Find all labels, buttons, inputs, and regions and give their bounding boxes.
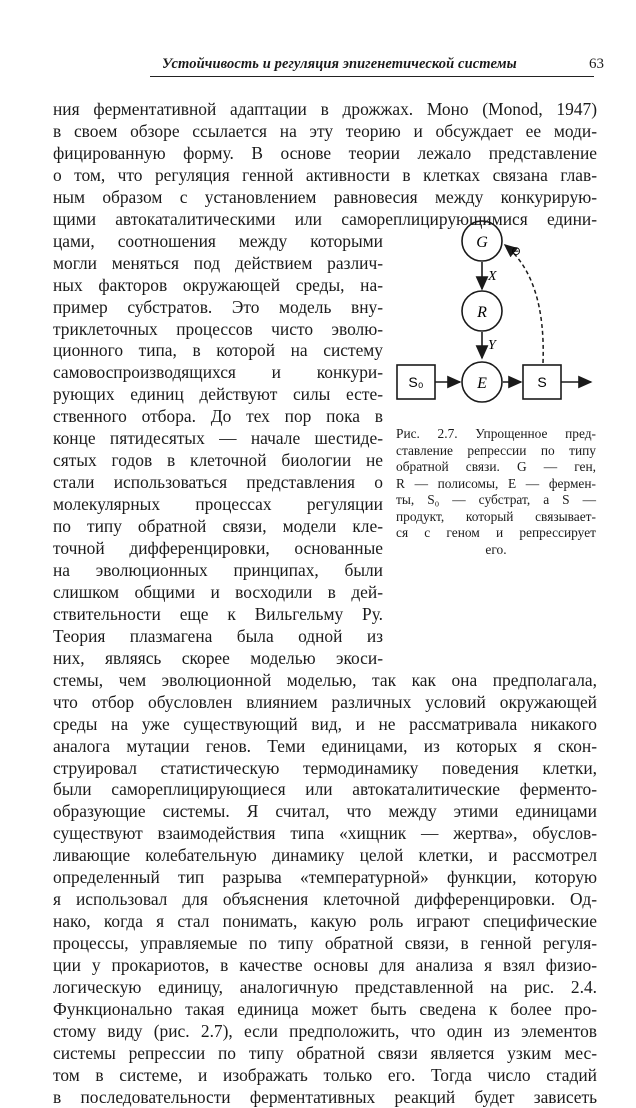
text-line: струировал статистическую термодинамику поведения клетки,	[53, 757, 597, 778]
text-line: точной дифференцировки, основанные	[53, 538, 383, 558]
text-line: пример субстратов. Это модель вну-	[53, 296, 383, 317]
text-line: существуют взаимодействия типа «хищник — жертва», обуслов-	[53, 823, 597, 844]
caption-line: его.	[485, 541, 507, 557]
caption-line: продукт, который связывает-	[396, 508, 596, 524]
text-line: ливающие колебательную динамику целой клетки, и рассмотрел	[53, 845, 597, 866]
text-line: логическую единицу, аналогичную представленной на рис. 2.4.	[53, 977, 597, 997]
text-line: ственного отбора. До тех пор пока в	[53, 406, 383, 427]
text-line: ным образом с установлением равновесия между конкурирую-	[53, 186, 597, 207]
text-line: ции у прокариотов, в качестве основы для анализа я взял физио-	[53, 955, 597, 976]
feedback-minus-sign: ⊖	[510, 244, 522, 258]
text-line: среды на уже существующий вид, и не рассматривала никакого	[53, 713, 597, 734]
text-line: я использовал для объяснения клеточной дифференцировки. Од-	[53, 889, 597, 910]
text-line: определенный тип разрыва «температурной» функции, которую	[53, 867, 597, 888]
text-line: ствительности еще к Вильгельму Ру.	[53, 603, 383, 624]
text-line: сятых годов в клеточной биологии не	[53, 450, 383, 471]
page-number: 63	[589, 56, 604, 72]
text-line: триклеточных процессов чисто эволю-	[53, 318, 383, 339]
text-line: стому виду (рис. 2.7), если предположить, что один из элементов	[53, 1020, 597, 1041]
gene-label: G	[476, 234, 488, 251]
substrate-label: S₀	[408, 374, 424, 390]
text-line: конце пятидесятых — начале шестиде-	[53, 428, 383, 449]
text-line: молекулярных процессах регуляции	[53, 494, 383, 515]
text-line: рующих единиц действуют силы есте-	[53, 384, 383, 405]
caption-line: R — полисомы, E — фермен-	[396, 475, 596, 491]
running-header	[150, 54, 604, 77]
text-line: образующие системы. Я считал, что между этими единицами	[53, 801, 597, 822]
text-line: аналога мутации генов. Теми единицами, из которых я скон-	[53, 735, 597, 756]
text-line: стали использоваться представления о	[53, 472, 383, 493]
caption-line: ты, S₀ — субстрат, а S —	[396, 492, 596, 507]
text-line: нако, когда я стал понимать, какую роль играют специфические	[53, 911, 597, 932]
text-line: процессы, управляемые по типу обратной связи, в генной регуля-	[53, 933, 597, 954]
text-line: стемы, чем эволюционной моделью, так как она предполагала,	[53, 669, 597, 690]
text-line: были самореплицирующиеся или автокаталитические ферменто-	[53, 779, 597, 800]
text-line: Функционально такая единица может быть сведена к более про-	[53, 998, 597, 1019]
text-line: в последовательности ферментативных реакций будет зависеть	[53, 1086, 597, 1107]
text-line: по типу обратной связи, модели кле-	[53, 516, 383, 537]
text-line: что отбор обусловлен влиянием различных условий окружающей	[53, 691, 597, 712]
caption-line: ставление репрессии по типу	[396, 442, 596, 458]
text-line: Теория плазмагена была одной из	[53, 625, 383, 646]
text-line: том в системе, и изображать только его. Тогда число стадий	[53, 1064, 597, 1085]
text-line: на эволюционных принципах, были	[53, 559, 383, 580]
text-line: самовоспроизводящихся и конкури-	[53, 362, 383, 383]
text-line: ния ферментативной адаптации в дрожжах. Моно (Monod, 1947)	[53, 99, 597, 119]
text-line: ционного типа, в которой на систему	[53, 340, 383, 361]
text-line: цами, соотношения между которыми	[53, 230, 383, 251]
product-label: S	[537, 374, 547, 390]
running-title: Устойчивость и регуляция эпигенетической системы	[162, 56, 517, 72]
text-line: в своем обзоре ссылается на эту теорию и обсуждает ее моди-	[53, 120, 597, 141]
text-line: фицированную форму. В основе теории лежало представление	[53, 142, 597, 163]
text-line: о том, что регуляция генной активности в клетках связана глав-	[53, 164, 597, 185]
text-line: системы репрессии по типу обратной связи является узким мес-	[53, 1042, 597, 1063]
caption-line: обратной связи. G — ген,	[396, 459, 596, 474]
feedback-dashed-arrow	[505, 245, 543, 363]
text-line: слишком общими и восходили в дей-	[53, 581, 383, 602]
enzyme-label: E	[477, 375, 487, 392]
text-line: щими автокаталитическими или самореплицирующимися едини-	[53, 208, 597, 229]
text-line: них, являясь скорее моделью экоси-	[53, 647, 383, 668]
figure-2-7-diagram	[393, 213, 603, 413]
polysomes-label: R	[477, 304, 487, 321]
figure-caption	[396, 426, 596, 558]
text-line: ных факторов окружающей среды, на-	[53, 274, 383, 295]
g-to-r-label: X	[488, 269, 497, 284]
caption-line: Рис. 2.7. Упрощенное пред-	[396, 426, 596, 441]
r-to-e-label: Y	[488, 338, 496, 353]
caption-line: ся с геном и репрессирует	[396, 525, 596, 540]
text-line: могли меняться под действием различ-	[53, 252, 383, 273]
